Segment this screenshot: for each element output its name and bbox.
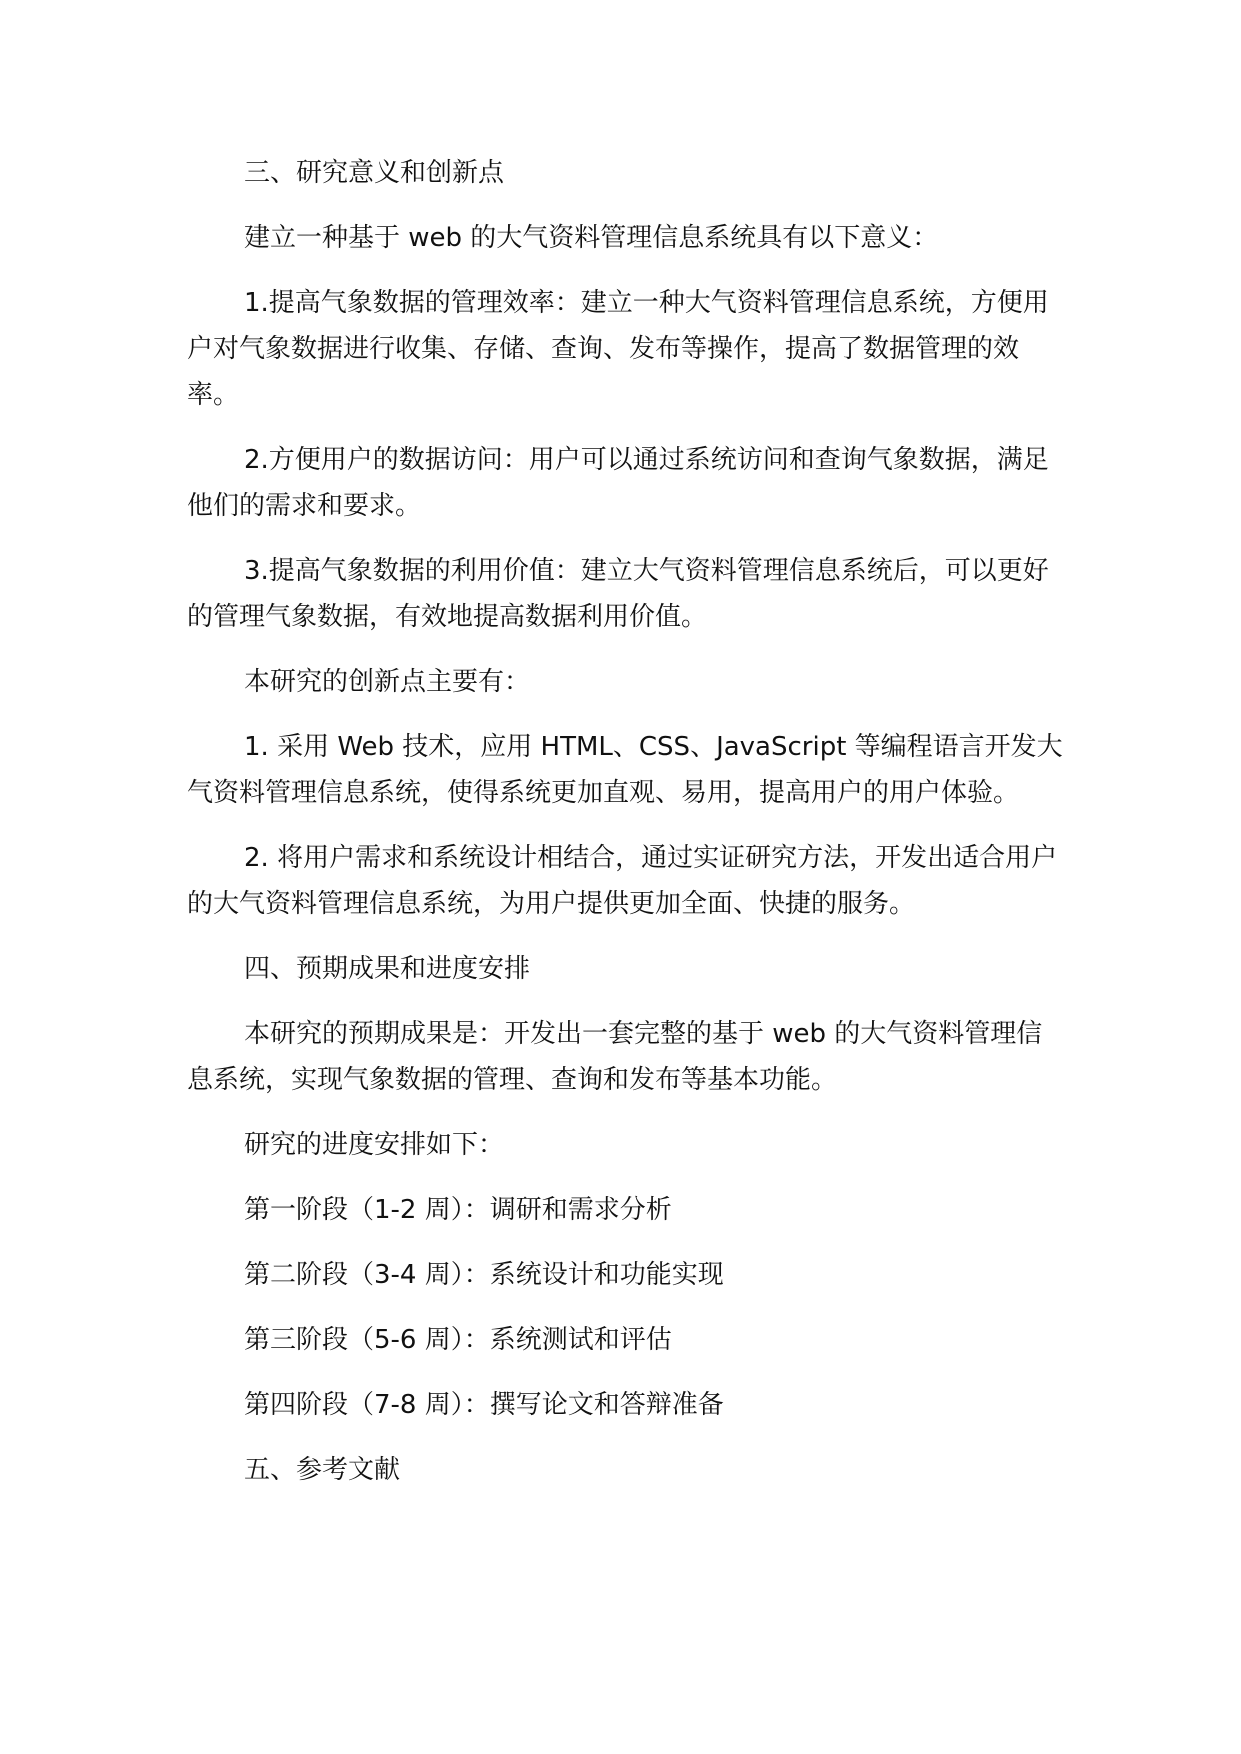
- schedule-stage-4: 第四阶段（7-8 周）：撰写论文和答辩准备: [244, 1390, 724, 1420]
- paragraph-innovation-2: 2. 将用户需求和系统设计相结合，通过实证研究方法，开发出适合用户的大气资料管理信息系统，为用户提供更加全面、快捷的服务。: [187, 843, 1058, 919]
- section-heading-expected-results: 四、预期成果和进度安排: [244, 954, 531, 984]
- section-heading-references: 五、参考文献: [244, 1455, 401, 1485]
- section-heading-research-significance: 三、研究意义和创新点: [244, 158, 505, 188]
- schedule-stage-3: 第三阶段（5-6 周）：系统测试和评估: [244, 1325, 672, 1355]
- paragraph-expected-results: 本研究的预期成果是：开发出一套完整的基于 web 的大气资料管理信息系统，实现气象数据的管理、查询和发布等基本功能。: [187, 1019, 1043, 1095]
- paragraph-significance-intro: 建立一种基于 web 的大气资料管理信息系统具有以下意义：: [244, 223, 939, 253]
- schedule-stage-1: 第一阶段（1-2 周）：调研和需求分析: [244, 1195, 672, 1225]
- paragraph-schedule-intro: 研究的进度安排如下：: [244, 1130, 505, 1160]
- paragraph-significance-3: 3.提高气象数据的利用价值：建立大气资料管理信息系统后，可以更好的管理气象数据，有效地提高数据利用价值。: [187, 556, 1049, 632]
- paragraph-significance-2: 2.方便用户的数据访问：用户可以通过系统访问和查询气象数据，满足他们的需求和要求。: [187, 445, 1049, 521]
- paragraph-significance-1: 1.提高气象数据的管理效率：建立一种大气资料管理信息系统，方便用户对气象数据进行收集、存储、查询、发布等操作，提高了数据管理的效率。: [187, 288, 1049, 410]
- document-body: [187, 150, 1067, 1512]
- paragraph-innovation-intro: 本研究的创新点主要有：: [244, 667, 531, 697]
- paragraph-innovation-1: 1. 采用 Web 技术，应用 HTML、CSS、JavaScript 等编程语言开发大气资料管理信息系统，使得系统更加直观、易用，提高用户的用户体验。: [187, 732, 1063, 808]
- schedule-stage-2: 第二阶段（3-4 周）：系统设计和功能实现: [244, 1260, 724, 1290]
